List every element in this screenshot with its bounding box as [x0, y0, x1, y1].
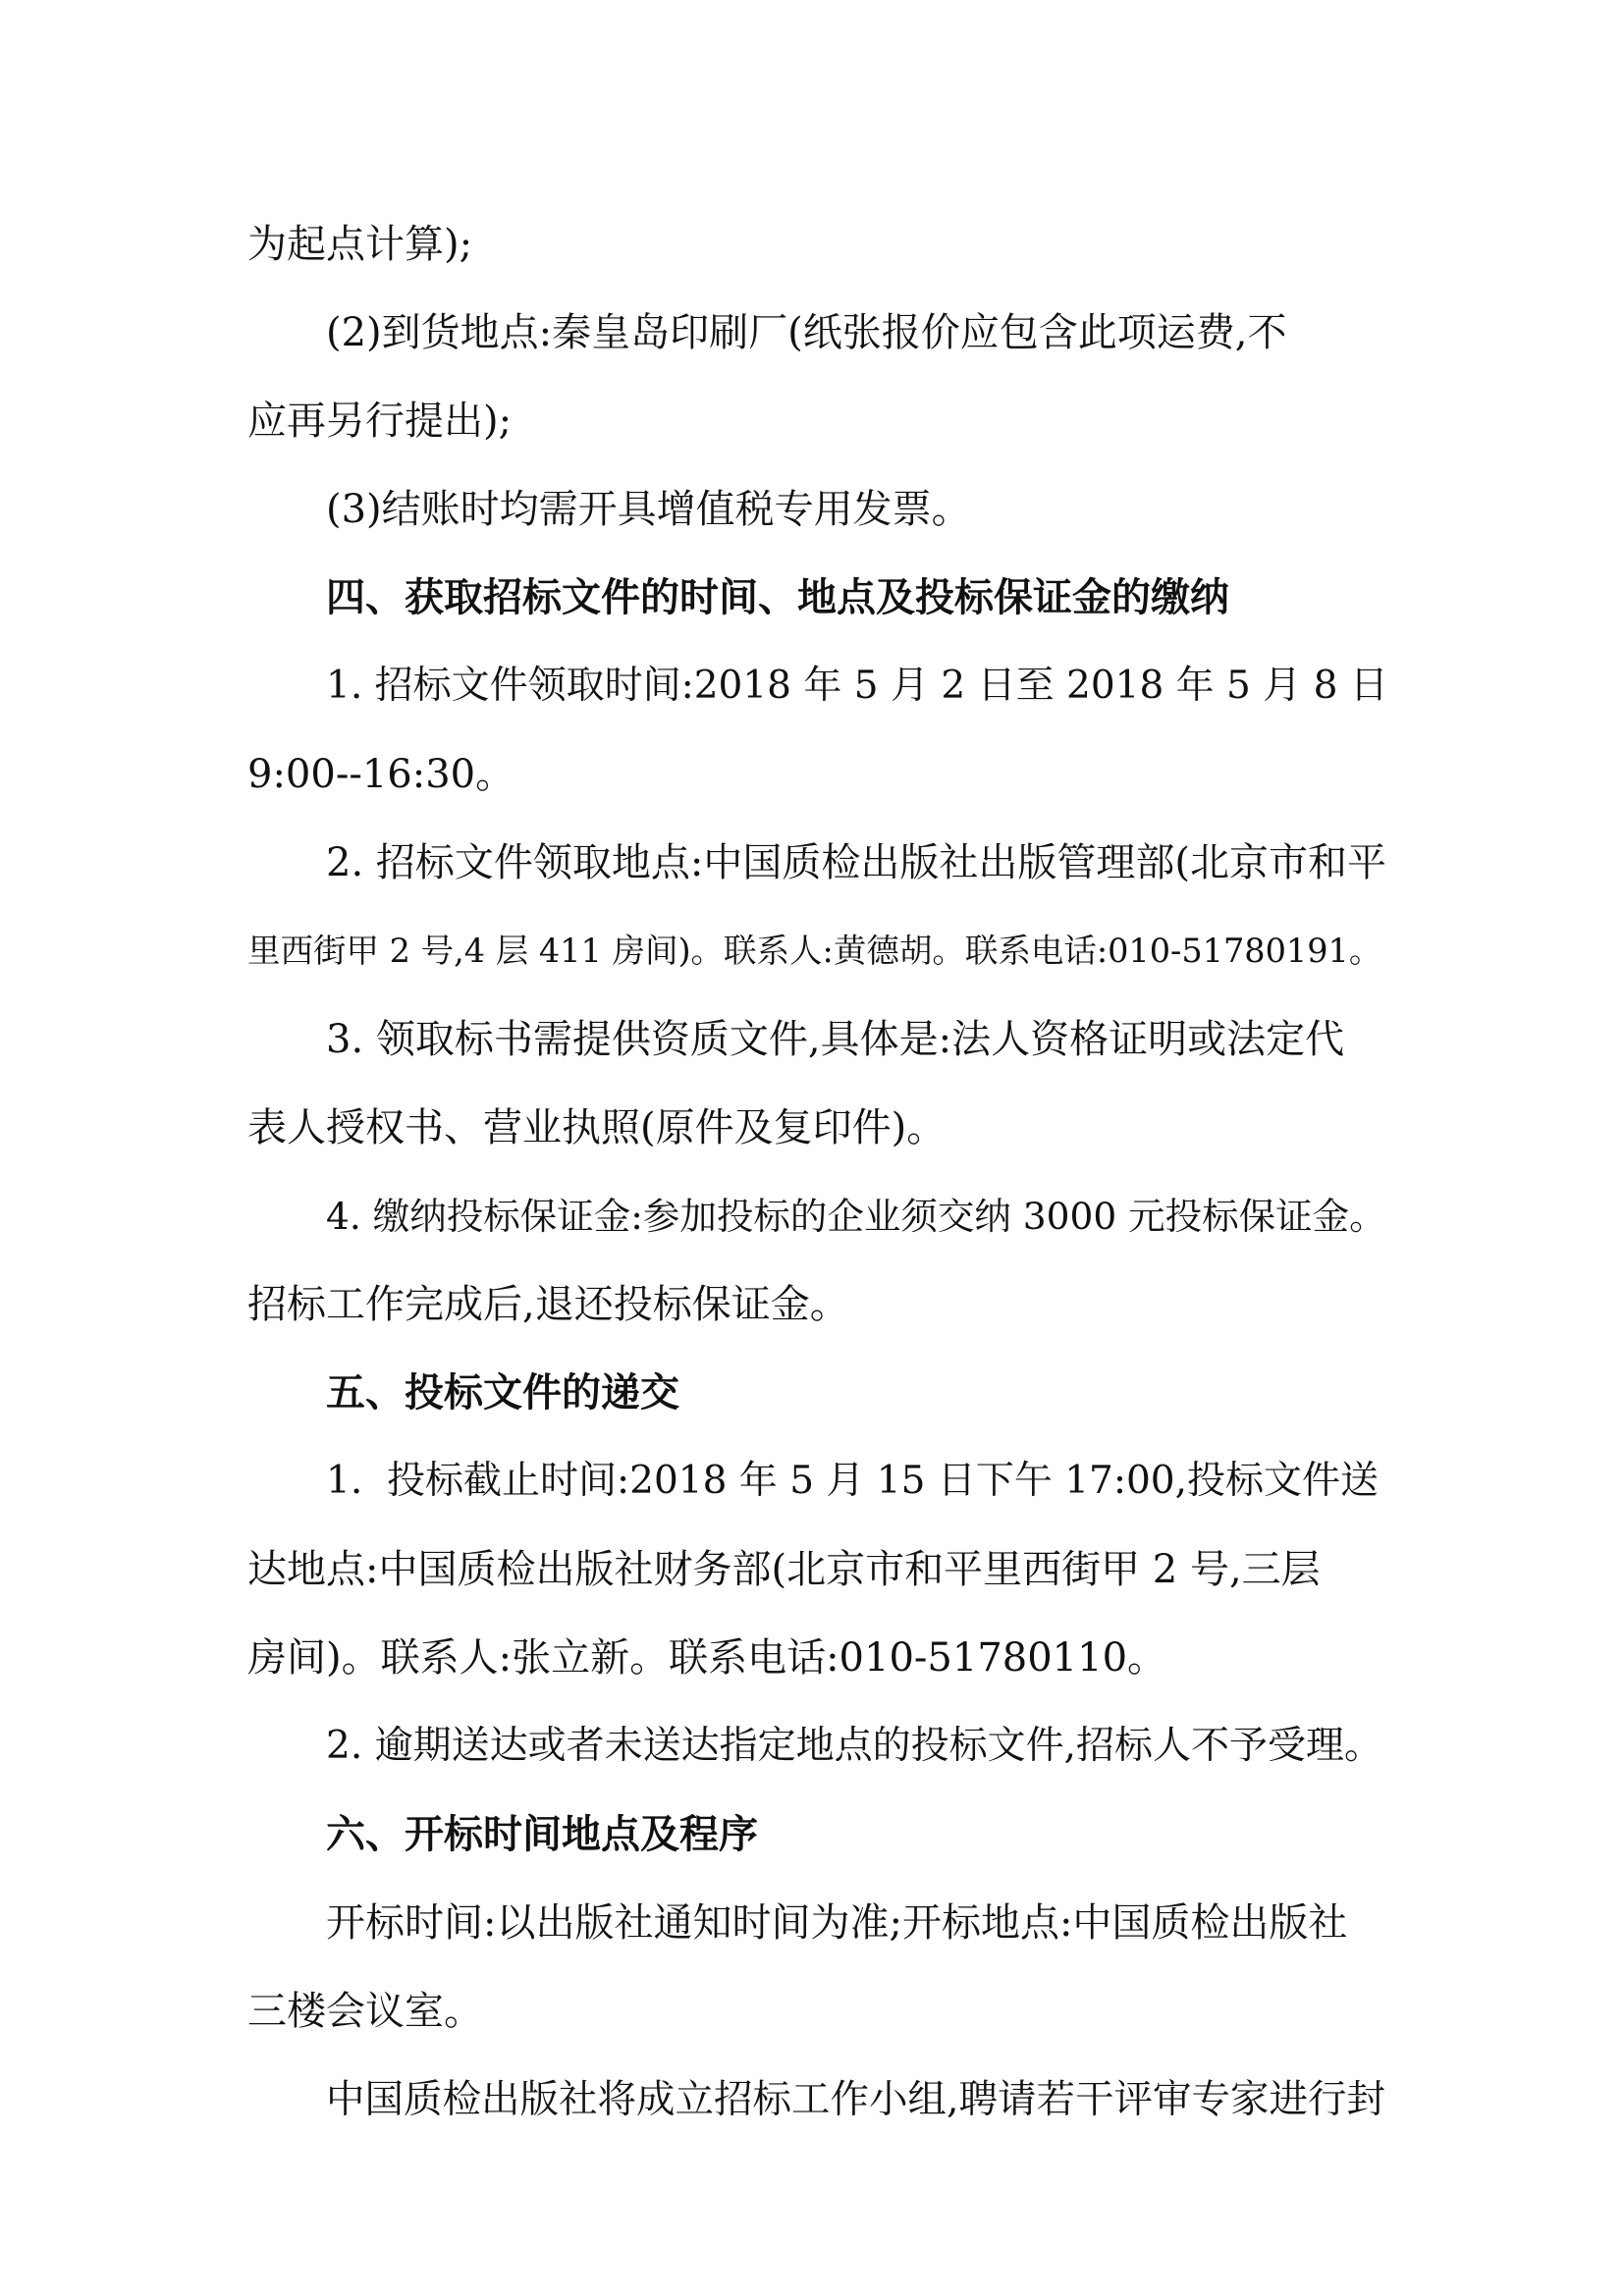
paragraph-line: [0, 480, 1624, 539]
line-text: 1. 投标截止时间:2018 年 5 月 15 日下午 17:00,投标文件送: [326, 1459, 1380, 1503]
paragraph-line: [0, 1452, 1624, 1511]
line-text: 中国质检出版社将成立招标工作小组,聘请若干评审专家进行封: [326, 2077, 1386, 2122]
paragraph-line: [0, 922, 1624, 981]
paragraph-line: [0, 1629, 1624, 1687]
line-text: 2. 招标文件领取地点:中国质检出版社出版管理部(北京市和平: [326, 840, 1386, 885]
line-text: 房间)。联系人:张立新。联系电话:010-51780110。: [247, 1635, 1167, 1681]
line-text: 里西街甲 2 号,4 层 411 房间)。联系人:黄德胡。联系电话:010-51780191。: [247, 932, 1382, 970]
line-text: 1. 招标文件领取时间:2018 年 5 月 2 日至 2018 年 5 月 8 日: [326, 664, 1388, 708]
line-text: 开标时间:以出版社通知时间为准;开标地点:中国质检出版社: [326, 1900, 1348, 1946]
line-text: 3. 领取标书需提供资质文件,具体是:法人资格证明或法定代: [326, 1017, 1345, 1062]
paragraph-line: [0, 303, 1624, 362]
paragraph-line: [0, 2070, 1624, 2129]
line-text: 应再另行提出);: [247, 399, 513, 444]
paragraph-line: [0, 1275, 1624, 1334]
paragraph-line: [0, 657, 1624, 716]
paragraph-line: [0, 215, 1624, 274]
paragraph-line: [0, 833, 1624, 892]
section-heading: [0, 568, 1624, 627]
heading-text: 四、获取招标文件的时间、地点及投标保证金的缴纳: [326, 574, 1229, 620]
section-heading: [0, 1363, 1624, 1422]
line-text: 9:00--16:30。: [247, 752, 515, 797]
paragraph-line: [0, 1187, 1624, 1246]
paragraph-line: [0, 1982, 1624, 2041]
paragraph-line: [0, 1540, 1624, 1599]
paragraph-line: [0, 745, 1624, 804]
line-text: 为起点计算);: [247, 222, 473, 267]
heading-text: 五、投标文件的递交: [326, 1369, 679, 1415]
line-text: 表人授权书、营业执照(原件及复印件)。: [247, 1105, 947, 1150]
line-text: 三楼会议室。: [247, 1989, 483, 2034]
paragraph-line: [0, 392, 1624, 451]
heading-text: 六、开标时间地点及程序: [326, 1811, 758, 1857]
paragraph-line: [0, 1098, 1624, 1157]
paragraph-line: [0, 1894, 1624, 1952]
line-text: 2. 逾期送达或者未送达指定地点的投标文件,招标人不予受理。: [326, 1724, 1383, 1768]
line-text: (3)结账时均需开具增值税专用发票。: [326, 487, 971, 532]
paragraph-line: [0, 1010, 1624, 1069]
line-text: (2)到货地点:秦皇岛印刷厂(纸张报价应包含此项运费,不: [326, 310, 1287, 355]
paragraph-line: [0, 1717, 1624, 1776]
line-text: 招标工作完成后,退还投标保证金。: [247, 1282, 849, 1327]
line-text: 4. 缴纳投标保证金:参加投标的企业须交纳 3000 元投标保证金。: [326, 1195, 1386, 1238]
line-text: 达地点:中国质检出版社财务部(北京市和平里西街甲 2 号,三层: [247, 1547, 1321, 1592]
section-heading: [0, 1805, 1624, 1864]
